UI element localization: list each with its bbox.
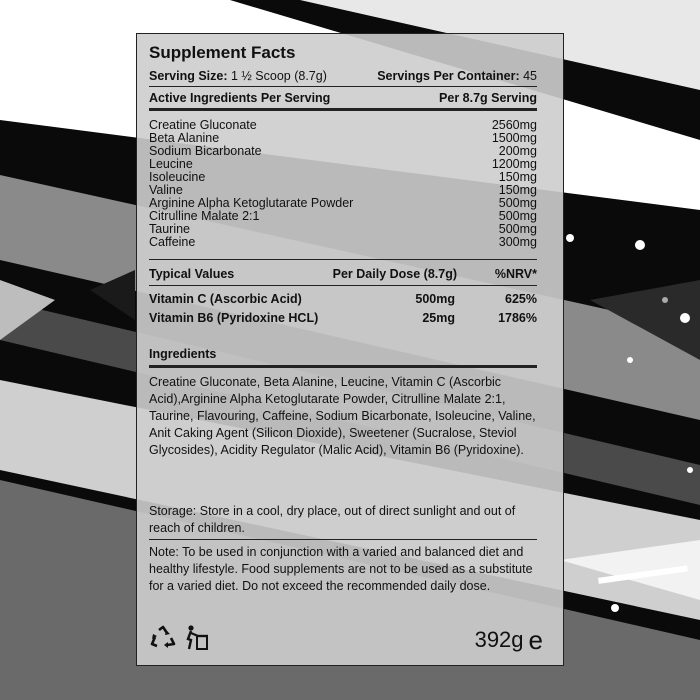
nutrient-nrv: 625% <box>505 292 537 306</box>
active-ingredient-row <box>149 171 537 184</box>
ingredient-amount: 150mg <box>498 170 537 184</box>
active-header-right: Per 8.7g Serving <box>439 91 537 105</box>
ingredient-amount: 1200mg <box>491 157 537 171</box>
active-header-left: Active Ingredients Per Serving <box>149 91 331 105</box>
active-ingredients-list <box>149 119 537 249</box>
nutrient-dose: 500mg <box>415 292 455 306</box>
serving-size-value: 1 ½ Scoop (8.7g) <box>230 69 327 83</box>
nutrient-dose: 25mg <box>422 311 455 325</box>
divider <box>149 539 537 540</box>
ingredient-amount: 300mg <box>498 235 537 249</box>
active-header-row <box>149 91 537 105</box>
supplement-facts-panel <box>136 33 564 666</box>
active-ingredient-row <box>149 145 537 158</box>
ingredients-text: Creatine Gluconate, Beta Alanine, Leucine, Vitamin C (Ascorbic Acid),Arginine Alpha Ketoglutarate Powder, Citrulline Malate 2:1, Taurine, Flavouring, Caffeine, Sodium Bicarbonate, Isoleucine, Valine, Anit Caking Agent (Silicon Dioxide), Sweetener (Sucralose, Steviol Glycosides), Acidity Regulator (Malic Acid), Vitamin B6 (Pyridoxine). <box>149 375 536 457</box>
divider <box>149 259 537 260</box>
ingredient-name: Sodium Bicarbonate <box>149 144 262 158</box>
servings-per-container-label: Servings Per Container: <box>377 69 520 83</box>
ingredient-amount: 500mg <box>498 222 537 236</box>
ingredient-name: Leucine <box>149 157 193 171</box>
nutrient-name: Vitamin C (Ascorbic Acid) <box>149 292 302 306</box>
ingredient-name: Creatine Gluconate <box>149 118 257 132</box>
servings-per-container-value: 45 <box>523 69 537 83</box>
divider-thick <box>149 108 537 111</box>
storage-text: Storage: Store in a cool, dry place, out of direct sunlight and out of reach of children. <box>149 504 516 535</box>
active-ingredient-row <box>149 158 537 171</box>
ingredient-amount: 500mg <box>498 196 537 210</box>
typical-values-label: Typical Values <box>149 267 235 281</box>
daily-dose-label: Per Daily Dose (8.7g) <box>332 267 457 281</box>
ingredient-name: Taurine <box>149 222 190 236</box>
disposal-icons <box>149 624 211 652</box>
ingredient-amount: 500mg <box>498 209 537 223</box>
divider <box>149 285 537 286</box>
nutrient-name: Vitamin B6 (Pyridoxine HCL) <box>149 311 319 325</box>
ingredient-name: Citrulline Malate 2:1 <box>149 209 260 223</box>
recycle-icon <box>149 624 177 652</box>
active-ingredient-row <box>149 223 537 236</box>
nutrient-nrv: 1786% <box>498 311 537 325</box>
divider-thick <box>149 365 537 368</box>
ingredients-heading: Ingredients <box>149 347 217 361</box>
ingredient-name: Caffeine <box>149 235 196 249</box>
active-ingredient-row <box>149 210 537 223</box>
active-ingredient-row <box>149 236 537 249</box>
ingredient-amount: 2560mg <box>491 118 537 132</box>
tidyman-icon <box>183 624 211 652</box>
serving-row <box>149 69 537 83</box>
ingredient-name: Valine <box>149 183 183 197</box>
divider <box>149 86 537 87</box>
ingredient-name: Beta Alanine <box>149 131 220 145</box>
ingredient-amount: 200mg <box>498 144 537 158</box>
net-weight <box>475 627 543 653</box>
panel-title: Supplement Facts <box>149 43 296 62</box>
nrv-label: %NRV* <box>494 267 537 281</box>
ingredient-amount: 150mg <box>498 183 537 197</box>
ingredient-name: Arginine Alpha Ketoglutarate Powder <box>149 196 354 210</box>
ingredient-name: Isoleucine <box>149 170 206 184</box>
note-text: Note: To be used in conjunction with a varied and balanced diet and healthy lifestyle. Food supplements are not to be used as a substitute for a varied diet. Do not exceed the recommended daily dose. <box>149 545 533 593</box>
ingredient-amount: 1500mg <box>491 131 537 145</box>
serving-size-label: Serving Size: <box>149 69 228 83</box>
net-weight-value: 392g <box>474 627 524 652</box>
estimated-mark-icon: e <box>528 625 543 655</box>
